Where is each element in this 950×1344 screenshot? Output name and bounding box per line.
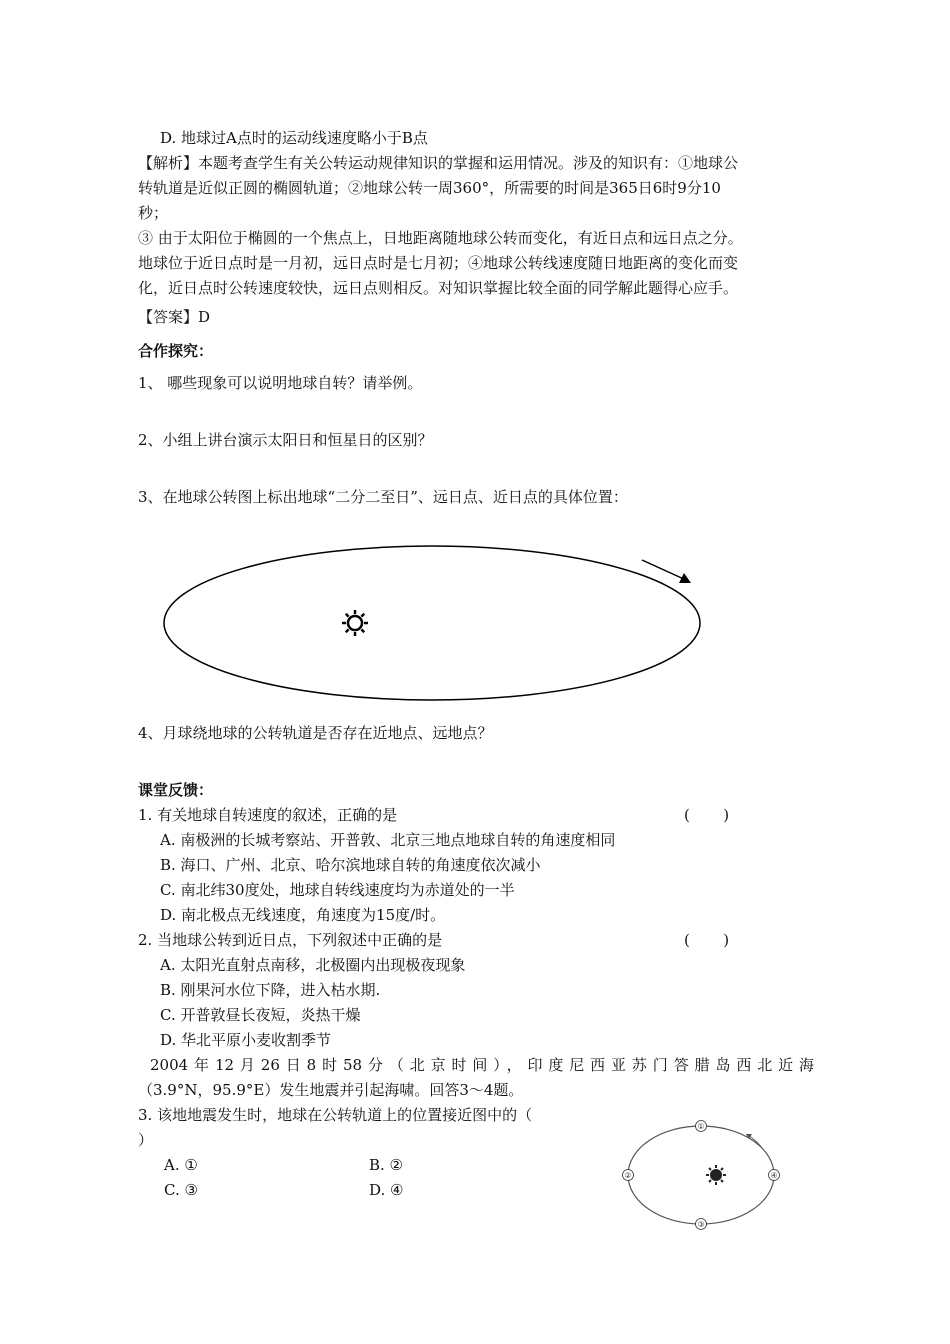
answer-blank-2: ( ) bbox=[684, 931, 730, 949]
q2-option-c: C. 开普敦昼长夜短，炎热干燥 bbox=[160, 1006, 361, 1024]
option-d-line: D. 地球过A点时的运动线速度略小于B点 bbox=[160, 129, 428, 147]
orbit-position-1: ① bbox=[697, 1122, 705, 1131]
analysis-line-4: ③ 由于太阳位于椭圆的一个焦点上，日地距离随地球公转而变化，有近日点和远日点之分。 bbox=[138, 229, 743, 247]
section-heading-feedback: 课堂反馈： bbox=[138, 781, 214, 799]
q3-option-b: B. ② bbox=[369, 1156, 404, 1174]
q1-option-c: C. 南北纬30度处，地球自转线速度均为赤道处的一半 bbox=[160, 881, 515, 899]
small-orbit-ellipse bbox=[628, 1126, 774, 1224]
analysis-line-5: 地球位于近日点时是一月初，远日点时是七月初；④地球公转线速度随日地距离的变化而变 bbox=[138, 254, 739, 272]
q1-option-d: D. 南北极点无线速度，角速度为15度/时。 bbox=[160, 906, 446, 924]
q3-option-a: A. ① bbox=[164, 1156, 198, 1174]
earthquake-context-line-1: 2004年12月26日8时58分（北京时间），印度尼西亚苏门答腊岛西北近海 bbox=[150, 1056, 814, 1074]
answer-blank-1: ( ) bbox=[684, 806, 730, 824]
small-sun-icon bbox=[706, 1165, 726, 1185]
explore-question-2: 2、小组上讲台演示太阳日和恒星日的区别？ bbox=[138, 431, 433, 449]
analysis-line-3: 秒； bbox=[138, 204, 169, 222]
explore-question-4: 4、月球绕地球的公转轨道是否存在近地点、远地点？ bbox=[138, 724, 493, 742]
orbit-position-4: ④ bbox=[770, 1171, 778, 1180]
answer-line: 【答案】D bbox=[138, 308, 211, 326]
feedback-question-2: 2. 当地球公转到近日点，下列叙述中正确的是 bbox=[138, 931, 443, 949]
orbit-position-3: ③ bbox=[697, 1220, 705, 1229]
feedback-question-3-paren: ） bbox=[138, 1131, 154, 1149]
earthquake-context-line-2: （3.9°N，95.9°E）发生地震并引起海啸。回答3～4题。 bbox=[138, 1081, 524, 1099]
orbit-position-2: ② bbox=[624, 1171, 632, 1180]
feedback-question-1: 1. 有关地球自转速度的叙述，正确的是 bbox=[138, 806, 398, 824]
analysis-line-2: 转轨道是近似正圆的椭圆轨道；②地球公转一周360°，所需要的时间是365日6时9分10 bbox=[138, 179, 721, 197]
q2-option-b: B. 刚果河水位下降，进入枯水期. bbox=[160, 981, 381, 999]
analysis-line-6: 化，近日点时公转速度较快，远日点则相反。对知识掌握比较全面的同学解此题得心应手。 bbox=[138, 279, 739, 297]
q2-option-d: D. 华北平原小麦收割季节 bbox=[160, 1031, 332, 1049]
section-heading-cooperation: 合作探究： bbox=[138, 342, 214, 360]
q1-option-a: A. 南极洲的长城考察站、开普敦、北京三地点地球自转的角速度相同 bbox=[160, 831, 616, 849]
q2-option-a: A. 太阳光直射点南移，北极圈内出现极夜现象 bbox=[160, 956, 466, 974]
feedback-question-3: 3. 该地地震发生时，地球在公转轨道上的位置接近图中的（ bbox=[138, 1106, 533, 1124]
explore-question-3: 3、在地球公转图上标出地球“二分二至日”、远日点、近日点的具体位置： bbox=[138, 488, 628, 506]
explore-question-1: 1、 哪些现象可以说明地球自转？请举例。 bbox=[138, 374, 423, 392]
q1-option-b: B. 海口、广州、北京、哈尔滨地球自转的角速度依次减小 bbox=[160, 856, 541, 874]
analysis-line-1: 【解析】本题考查学生有关公转运动规律知识的掌握和运用情况。涉及的知识有：①地球公 bbox=[138, 154, 739, 172]
q3-option-d: D. ④ bbox=[369, 1181, 404, 1199]
q3-option-c: C. ③ bbox=[164, 1181, 198, 1199]
